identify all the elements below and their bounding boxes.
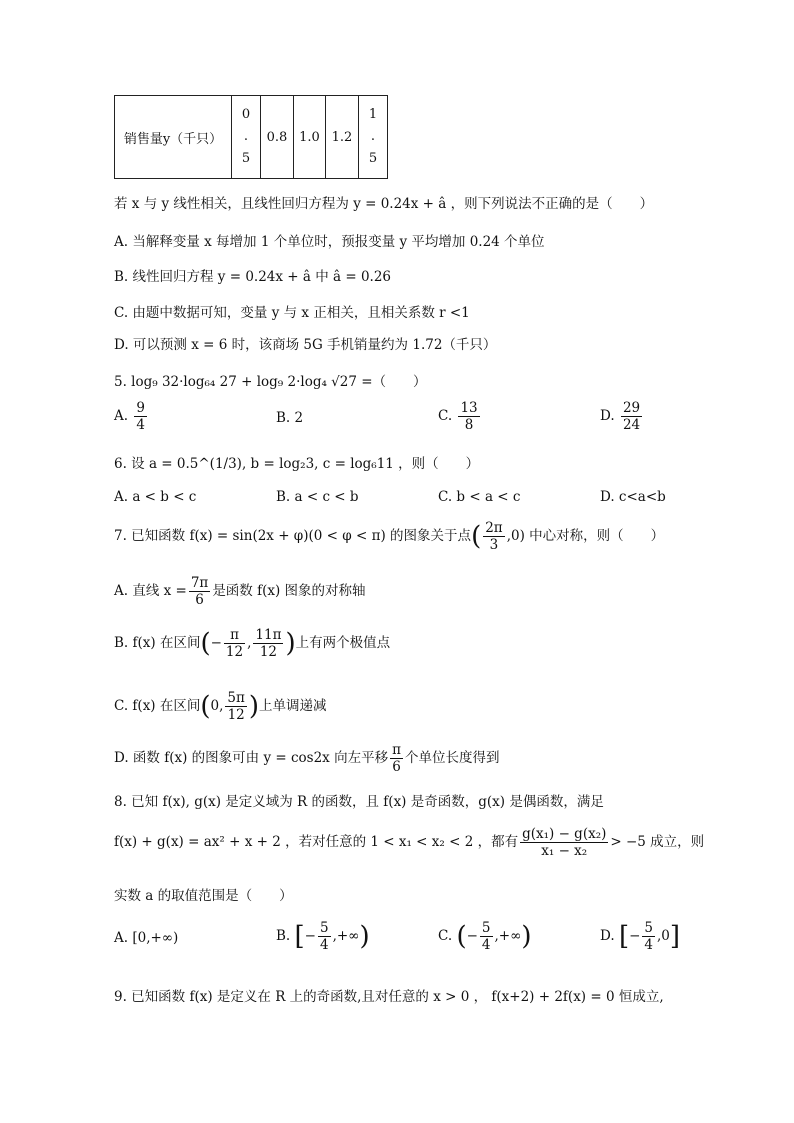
numerator: 5 — [644, 920, 653, 936]
q8-stem-line1: 8. 已知 f(x), g(x) 是定义域为 R 的函数，且 f(x) 是奇函数，g(x) 是偶函数，满足 — [114, 794, 604, 810]
numerator: 5 — [481, 920, 491, 936]
denominator: 6 — [392, 759, 401, 775]
paren-open: ( — [200, 628, 211, 659]
stem-text: f(x) + g(x) = ax² + x + 2 ，若对任意的 1 < x₁ < x₂ < 2 ，都有 — [114, 834, 519, 850]
option-label: B. — [276, 928, 291, 944]
fraction — [134, 400, 147, 433]
bracket-open: [ — [618, 921, 630, 952]
table-row — [115, 96, 388, 179]
cell-dot: . — [243, 129, 249, 144]
q7-option-a — [114, 575, 366, 608]
option-text: 个单位长度得到 — [404, 750, 500, 766]
cell-digit: 5 — [368, 151, 378, 166]
denominator: 6 — [195, 592, 204, 608]
q8-stem-line3: 实数 a 的取值范围是（ ） — [114, 888, 293, 904]
fraction — [224, 627, 245, 660]
paren-open: ( — [456, 921, 467, 952]
table-cell — [232, 96, 261, 179]
cell-dot: . — [370, 129, 376, 144]
numerator: 13 — [460, 400, 478, 416]
fraction — [225, 690, 246, 723]
fraction — [253, 627, 283, 660]
fraction — [621, 400, 642, 433]
q6-option-b: B. a < c < b — [276, 489, 359, 505]
cell-digit: 1 — [368, 107, 378, 122]
paren-close: ) — [359, 921, 370, 952]
sales-table — [114, 95, 388, 179]
option-text: B. f(x) 在区间 — [114, 635, 201, 651]
fraction — [189, 575, 210, 608]
q4-option-c: C. 由题中数据可知，变量 y 与 x 正相关，且相关系数 r <1 — [114, 305, 470, 321]
stem-text: 7. 已知函数 f(x) = sin(2x + φ)(0 < φ < π) 的图象关于点 — [114, 528, 472, 544]
stem-text: ,0) 中心对称，则（ ） — [506, 528, 665, 544]
stem-text: > −5 成立，则 — [610, 834, 705, 850]
denominator: 4 — [136, 417, 145, 433]
table-cell: 0.8 — [261, 96, 294, 179]
table-header-cell: 销售量y（千只） — [115, 96, 232, 179]
option-text: ,+∞ — [494, 928, 522, 944]
q4-stem: 若 x 与 y 线性相关，且线性回归方程为 y = 0.24x + â ，则下列说法不正确的是（ ） — [114, 196, 654, 212]
option-text: 上有两个极值点 — [295, 635, 391, 651]
q6-option-a: A. a < b < c — [114, 489, 197, 505]
q5-stem: 5. log₉ 32·log₆₄ 27 + log₉ 2·log₄ √27 =（ ） — [114, 374, 427, 390]
numerator: 5 — [319, 920, 329, 936]
option-text: 上单调递减 — [259, 698, 327, 714]
option-text: ,+∞ — [332, 928, 360, 944]
denominator: 8 — [464, 417, 474, 433]
q8-option-a: A. [0,+∞) — [114, 930, 179, 946]
numerator: π — [392, 742, 401, 758]
numerator: 29 — [622, 400, 641, 416]
denominator: 3 — [489, 537, 499, 553]
denominator: 24 — [622, 417, 641, 433]
paren-close: ) — [521, 921, 532, 952]
paren-open: ( — [200, 691, 211, 722]
fraction — [642, 920, 655, 953]
q4-option-d: D. 可以预测 x = 6 时，该商场 5G 手机销量约为 1.72（千只） — [114, 337, 497, 353]
q8-option-d: D. [− $\frac{5}{4}$ ,0] — [600, 920, 681, 953]
numerator: 9 — [136, 400, 145, 416]
numerator: g(x₁) − g(x₂) — [522, 826, 607, 842]
q7-stem — [114, 520, 664, 553]
fraction — [480, 920, 493, 953]
numerator: 2π — [485, 520, 503, 536]
q6-option-d: D. c<a<b — [600, 489, 666, 505]
paren-open: ( — [471, 521, 482, 552]
q4-option-a: A. 当解释变量 x 每增加 1 个单位时，预报变量 y 平均增加 0.24 个单位 — [114, 234, 545, 250]
q8-option-c: C. (− $\frac{5}{4}$ ,+∞) — [438, 920, 532, 953]
denominator: 12 — [227, 707, 245, 723]
q9-stem: 9. 已知函数 f(x) 是定义在 R 上的奇函数,且对任意的 x > 0 ， f(x+2) + 2f(x) = 0 恒成立, — [114, 989, 664, 1005]
option-label: C. — [438, 408, 453, 424]
q5-option-b: B. 2 — [276, 410, 304, 426]
fraction — [483, 520, 504, 553]
numerator: 5π — [227, 690, 245, 706]
q6-option-c: C. b < a < c — [438, 489, 521, 505]
option-label: C. — [438, 928, 453, 944]
numerator: 11π — [255, 627, 282, 643]
bracket-close: ] — [669, 921, 681, 952]
denominator: 4 — [481, 937, 491, 953]
table-cell: 1.2 — [326, 96, 359, 179]
fraction — [520, 826, 608, 859]
option-text: ,0 — [657, 928, 670, 944]
q6-stem: 6. 设 a = 0.5^(1/3), b = log₂3, c = log₆11 ，则（ ） — [114, 456, 480, 472]
q5-option-d — [600, 400, 644, 433]
q7-option-c: C. f(x) 在区间(0, $\frac{5\pi}{12}$ )上单调递减 — [114, 690, 327, 723]
numerator: 7π — [190, 575, 209, 591]
fraction — [318, 920, 331, 953]
cell-digit: 5 — [241, 151, 251, 166]
q8-stem-line2 — [114, 826, 704, 859]
q5-option-a — [114, 400, 149, 433]
option-label: D. — [600, 928, 615, 944]
cell-digit: 0 — [241, 107, 251, 122]
option-text: D. 函数 f(x) 的图象可由 y = cos2x 向左平移 — [114, 750, 389, 766]
q7-option-d — [114, 742, 499, 775]
option-text: A. 直线 x = — [114, 583, 187, 599]
paren-close: ) — [285, 628, 296, 659]
denominator: 4 — [319, 937, 329, 953]
denominator: 12 — [225, 644, 244, 660]
table-cell: 1.0 — [294, 96, 326, 179]
q7-option-b: B. f(x) 在区间(− $\frac{\pi}{12}$ , $\frac{11\pi}{12}$ )上有两个极值点 — [114, 627, 391, 660]
q8-option-b: B. [− $\frac{5}{4}$ ,+∞) — [276, 920, 370, 953]
bracket-open: [ — [294, 921, 305, 952]
numerator: π — [224, 627, 245, 644]
fraction — [390, 742, 403, 775]
q5-option-c — [438, 400, 482, 433]
denominator: x₁ − x₂ — [541, 843, 588, 859]
denominator: 4 — [644, 937, 653, 953]
option-text: C. f(x) 在区间 — [114, 698, 201, 714]
option-label: A. — [114, 408, 129, 424]
table-cell — [359, 96, 388, 179]
option-text: 是函数 f(x) 图象的对称轴 — [212, 583, 366, 599]
option-label: D. — [600, 408, 615, 424]
fraction — [458, 400, 479, 433]
denominator: 12 — [259, 644, 278, 660]
q4-option-b: B. 线性回归方程 y = 0.24x + â 中 â = 0.26 — [114, 269, 392, 285]
paren-close: ) — [248, 691, 260, 722]
